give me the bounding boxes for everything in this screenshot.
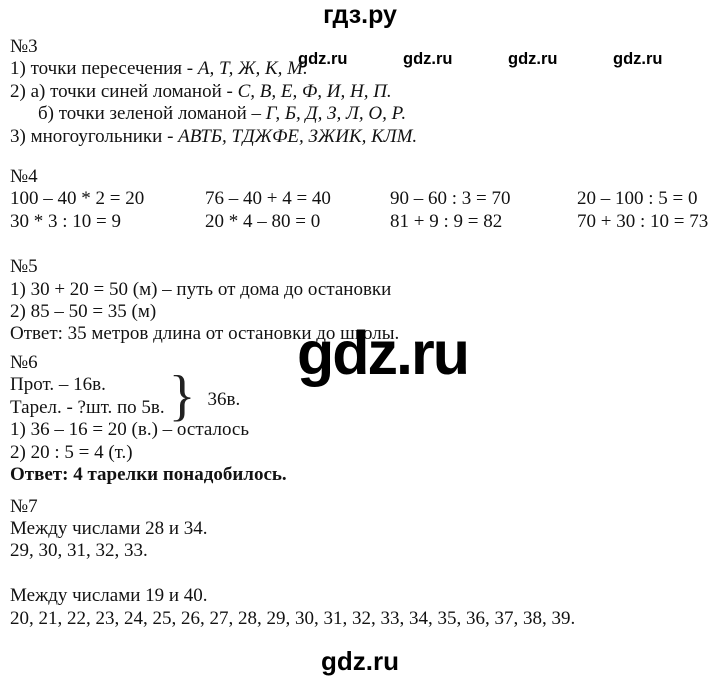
point-letters: А, Т, Ж, К, М.	[197, 58, 308, 80]
watermark-gdz-4: gdz.ru	[613, 50, 663, 68]
solution-step: 2) 85 – 50 = 35 (м)	[10, 301, 157, 323]
solution-step: 2) 20 : 5 = 4 (т.)	[10, 441, 133, 463]
answer-line: Ответ: 35 метров длина от остановки до школы.	[10, 323, 400, 345]
equation: 100 – 40 * 2 = 20	[10, 188, 145, 210]
equation: 30 * 3 : 10 = 9	[10, 210, 121, 232]
equation: 90 – 60 : 3 = 70	[390, 188, 511, 210]
numbers-list: 20, 21, 22, 23, 24, 25, 26, 27, 28, 29, 30, 31, 32, 33, 34, 35, 36, 37, 38, 39.	[10, 607, 576, 629]
watermark-large-gdz: gdz.ru	[297, 319, 468, 387]
problem-number: №4	[10, 166, 38, 188]
section-problem-4	[10, 166, 714, 233]
solution-step: 1) 30 + 20 = 50 (м) – путь от дома до остановки	[10, 278, 392, 300]
problem-number: №5	[10, 256, 38, 278]
watermark-gdz-3: gdz.ru	[508, 50, 558, 68]
site-logo-header: гдз.ру	[323, 1, 397, 29]
solution-line	[10, 81, 714, 103]
section-problem-3	[10, 36, 714, 148]
curly-brace-icon: }	[168, 365, 196, 428]
task-title: Между числами 19 и 40.	[10, 585, 208, 607]
point-letters: С, В, Е, Ф, И, Н, П.	[237, 80, 392, 102]
total-value: 36в.	[207, 388, 241, 410]
section-problem-7	[10, 496, 714, 630]
point-letters: Г, Б, Д, З, Л, О, Р.	[265, 103, 407, 125]
solution-text: 2) а) точки синей ломаной -	[10, 80, 238, 102]
solution-text: 1) точки пересечения -	[10, 58, 198, 80]
task-title: Между числами 28 и 34.	[10, 517, 208, 539]
equation: 20 – 100 : 5 = 0	[577, 188, 698, 210]
polygon-letters: АВТБ, ТДЖФЕ, ЗЖИК, КЛМ.	[178, 125, 418, 147]
given-line: Тарел. - ?шт. по 5в.	[10, 396, 165, 418]
answer-line: Ответ: 4 тарелки понадобилось.	[10, 464, 287, 486]
solution-text: б) точки зеленой ломаной –	[38, 103, 266, 125]
numbers-list: 29, 30, 31, 32, 33.	[10, 540, 148, 562]
solution-text: 3) многоугольники -	[10, 125, 179, 147]
given-line: Прот. – 16в.	[10, 374, 106, 396]
watermark-gdz-1: gdz.ru	[298, 50, 348, 68]
solution-line	[10, 126, 714, 148]
problem-number: №7	[10, 495, 38, 517]
equation: 70 + 30 : 10 = 73	[577, 210, 709, 232]
equations-grid	[10, 188, 714, 233]
equation: 76 – 40 + 4 = 40	[205, 188, 331, 210]
given-lines	[10, 374, 165, 419]
site-logo-footer: gdz.ru	[321, 646, 399, 676]
equation: 20 * 4 – 80 = 0	[205, 210, 321, 232]
watermark-gdz-2: gdz.ru	[403, 50, 453, 68]
blank-line	[10, 563, 714, 585]
solution-line	[10, 103, 714, 125]
solution-step: 1) 36 – 16 = 20 (в.) – осталось	[10, 419, 250, 441]
solution-line	[10, 58, 714, 80]
problem-number: №3	[10, 36, 38, 57]
equation: 81 + 9 : 9 = 82	[390, 210, 503, 232]
problem-number: №6	[10, 351, 38, 373]
